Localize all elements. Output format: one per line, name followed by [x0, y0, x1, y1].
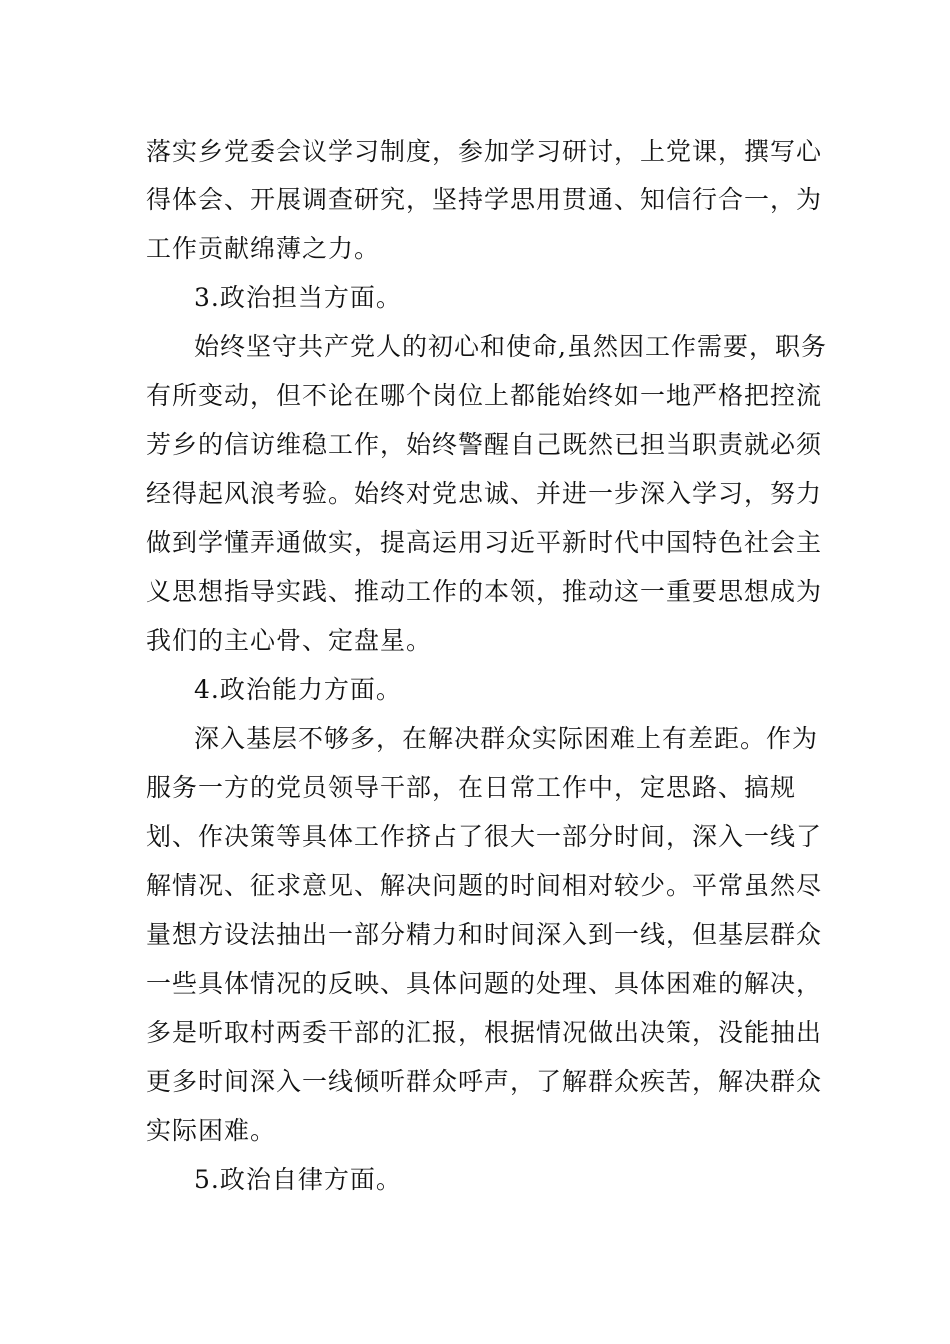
body-text-line: 解情况、征求意见、解决问题的时间相对较少。平常虽然尽	[146, 871, 823, 900]
body-text-line: 义思想指导实践、推动工作的本领，推动这一重要思想成为	[146, 577, 823, 606]
section-heading: 3.政治担当方面。	[194, 283, 402, 312]
body-text-line: 量想方设法抽出一部分精力和时间深入到一线，但基层群众	[146, 920, 823, 949]
body-text-line: 我们的主心骨、定盘星。	[146, 626, 433, 655]
body-text-line: 实际困难。	[146, 1116, 277, 1145]
body-text-line: 始终坚守共产党人的初心和使命,虽然因工作需要，职务	[194, 332, 827, 361]
body-text-line: 得体会、开展调查研究，坚持学思用贯通、知信行合一，为	[146, 185, 823, 214]
body-text-line: 深入基层不够多，在解决群众实际困难上有差距。作为	[194, 724, 819, 753]
body-text-line: 多是听取村两委干部的汇报，根据情况做出决策，没能抽出	[146, 1018, 823, 1047]
body-text-line: 芳乡的信访维稳工作，始终警醒自己既然已担当职责就必须	[146, 430, 823, 459]
body-text-line: 经得起风浪考验。始终对党忠诚、并进一步深入学习，努力	[146, 479, 823, 508]
body-text-line: 服务一方的党员领导干部，在日常工作中，定思路、搞规	[146, 773, 797, 802]
body-text-line: 一些具体情况的反映、具体问题的处理、具体困难的解决，	[146, 969, 823, 998]
body-text-line: 做到学懂弄通做实，提高运用习近平新时代中国特色社会主	[146, 528, 823, 557]
body-text-line: 划、作决策等具体工作挤占了很大一部分时间，深入一线了	[146, 822, 823, 851]
section-heading: 4.政治能力方面。	[194, 675, 402, 704]
body-text-line: 有所变动，但不论在哪个岗位上都能始终如一地严格把控流	[146, 381, 823, 410]
section-heading: 5.政治自律方面。	[194, 1165, 402, 1194]
body-text-line: 更多时间深入一线倾听群众呼声，了解群众疾苦，解决群众	[146, 1067, 823, 1096]
body-text-line: 工作贡献绵薄之力。	[146, 234, 381, 263]
body-text-line: 落实乡党委会议学习制度，参加学习研讨，上党课，撰写心	[146, 137, 823, 166]
